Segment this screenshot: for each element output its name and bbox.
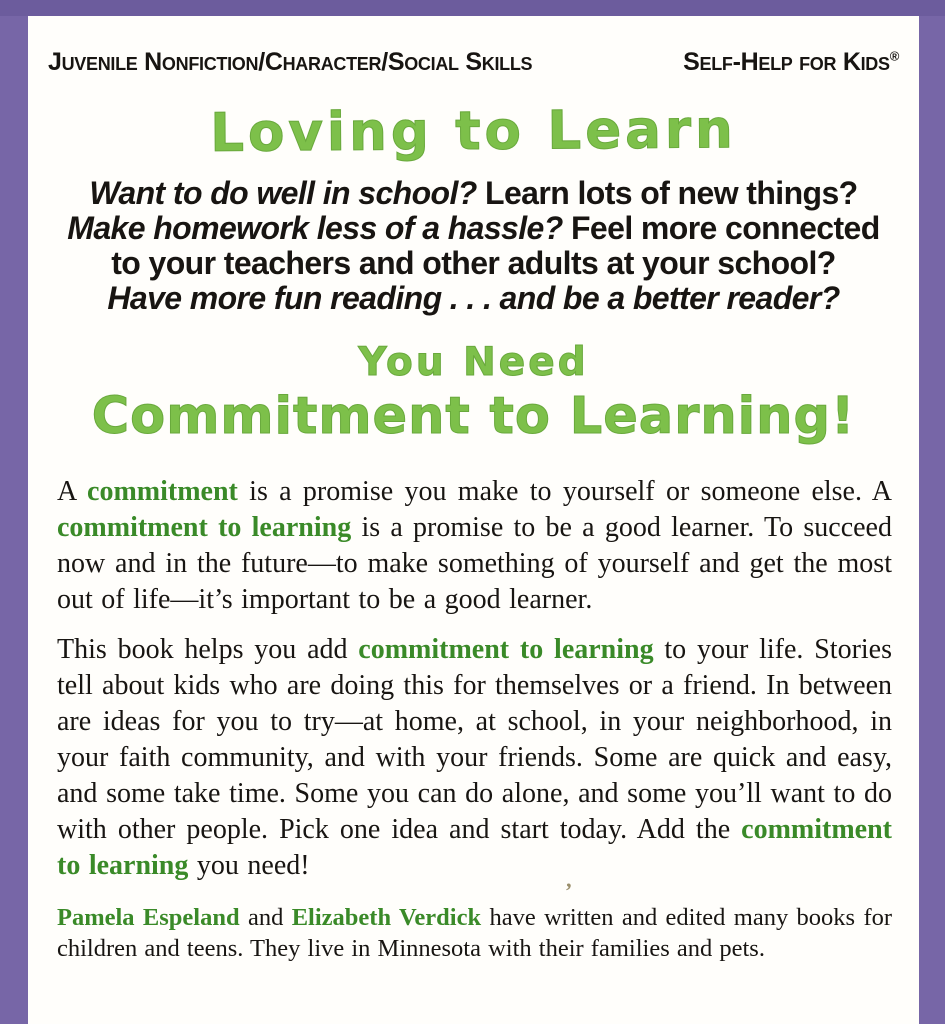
- highlight-commitment-to-learning: commitment to learning: [358, 634, 654, 665]
- teaser-questions: [45, 176, 902, 316]
- highlight-commitment: commitment: [87, 476, 238, 507]
- highlight-commitment-to-learning: commitment to learning: [57, 512, 352, 543]
- description-paragraph: This book helps you add commitment to learning to your life. Stories tell about kids who are doing this for themselves or a friend. In between are ideas for you to try—at home, at school, in your neighborhood, in your faith community, and with your friends. Some are quick and easy, and some take time. Some you can do alone, and some you’ll want to do with other people. Pick one idea and start today. Add the commitment to learning you need!: [57, 634, 892, 881]
- subhead: [45, 340, 902, 446]
- question-line-1: Want to do well in school? Learn lots of new things?: [89, 175, 858, 211]
- category-label: Juvenile Nonfiction/Character/Social Skills: [48, 48, 533, 76]
- book-title: Loving to Learn: [209, 99, 737, 164]
- registered-trademark-symbol: ®: [889, 48, 899, 64]
- scan-speck-artifact: ’: [565, 878, 573, 903]
- series-label: Self-Help for Kids®: [683, 48, 899, 76]
- back-cover-page: [28, 16, 919, 1024]
- subhead-line-commitment: Commitment to Learning!: [91, 387, 856, 446]
- purple-frame-top: [0, 0, 945, 16]
- author-bio: Pamela Espeland and Elizabeth Verdick have written and edited many books for children and teens. They live in Minnesota with their families and pets.: [57, 904, 893, 962]
- subhead-line-you-need: You Need: [358, 340, 589, 385]
- highlight-commitment-to-learning: commitment to learning: [57, 814, 892, 881]
- author-name-pamela-espeland: Pamela Espeland: [57, 904, 240, 931]
- author-name-elizabeth-verdick: Elizabeth Verdick: [291, 904, 482, 931]
- question-line-4: Have more fun reading . . . and be a better reader?: [107, 280, 840, 316]
- intro-paragraph: A commitment is a promise you make to yourself or someone else. A commitment to learning is a promise to be a good learner. To succeed now and in the future—to make something of yourself and get the most out of life—it’s important to be a good learner.: [57, 476, 892, 615]
- question-line-3: to your teachers and other adults at your school?: [111, 245, 836, 281]
- body-copy: [45, 474, 902, 884]
- category-row: [45, 36, 902, 77]
- question-line-2: Make homework less of a hassle? Feel more connected: [67, 210, 880, 246]
